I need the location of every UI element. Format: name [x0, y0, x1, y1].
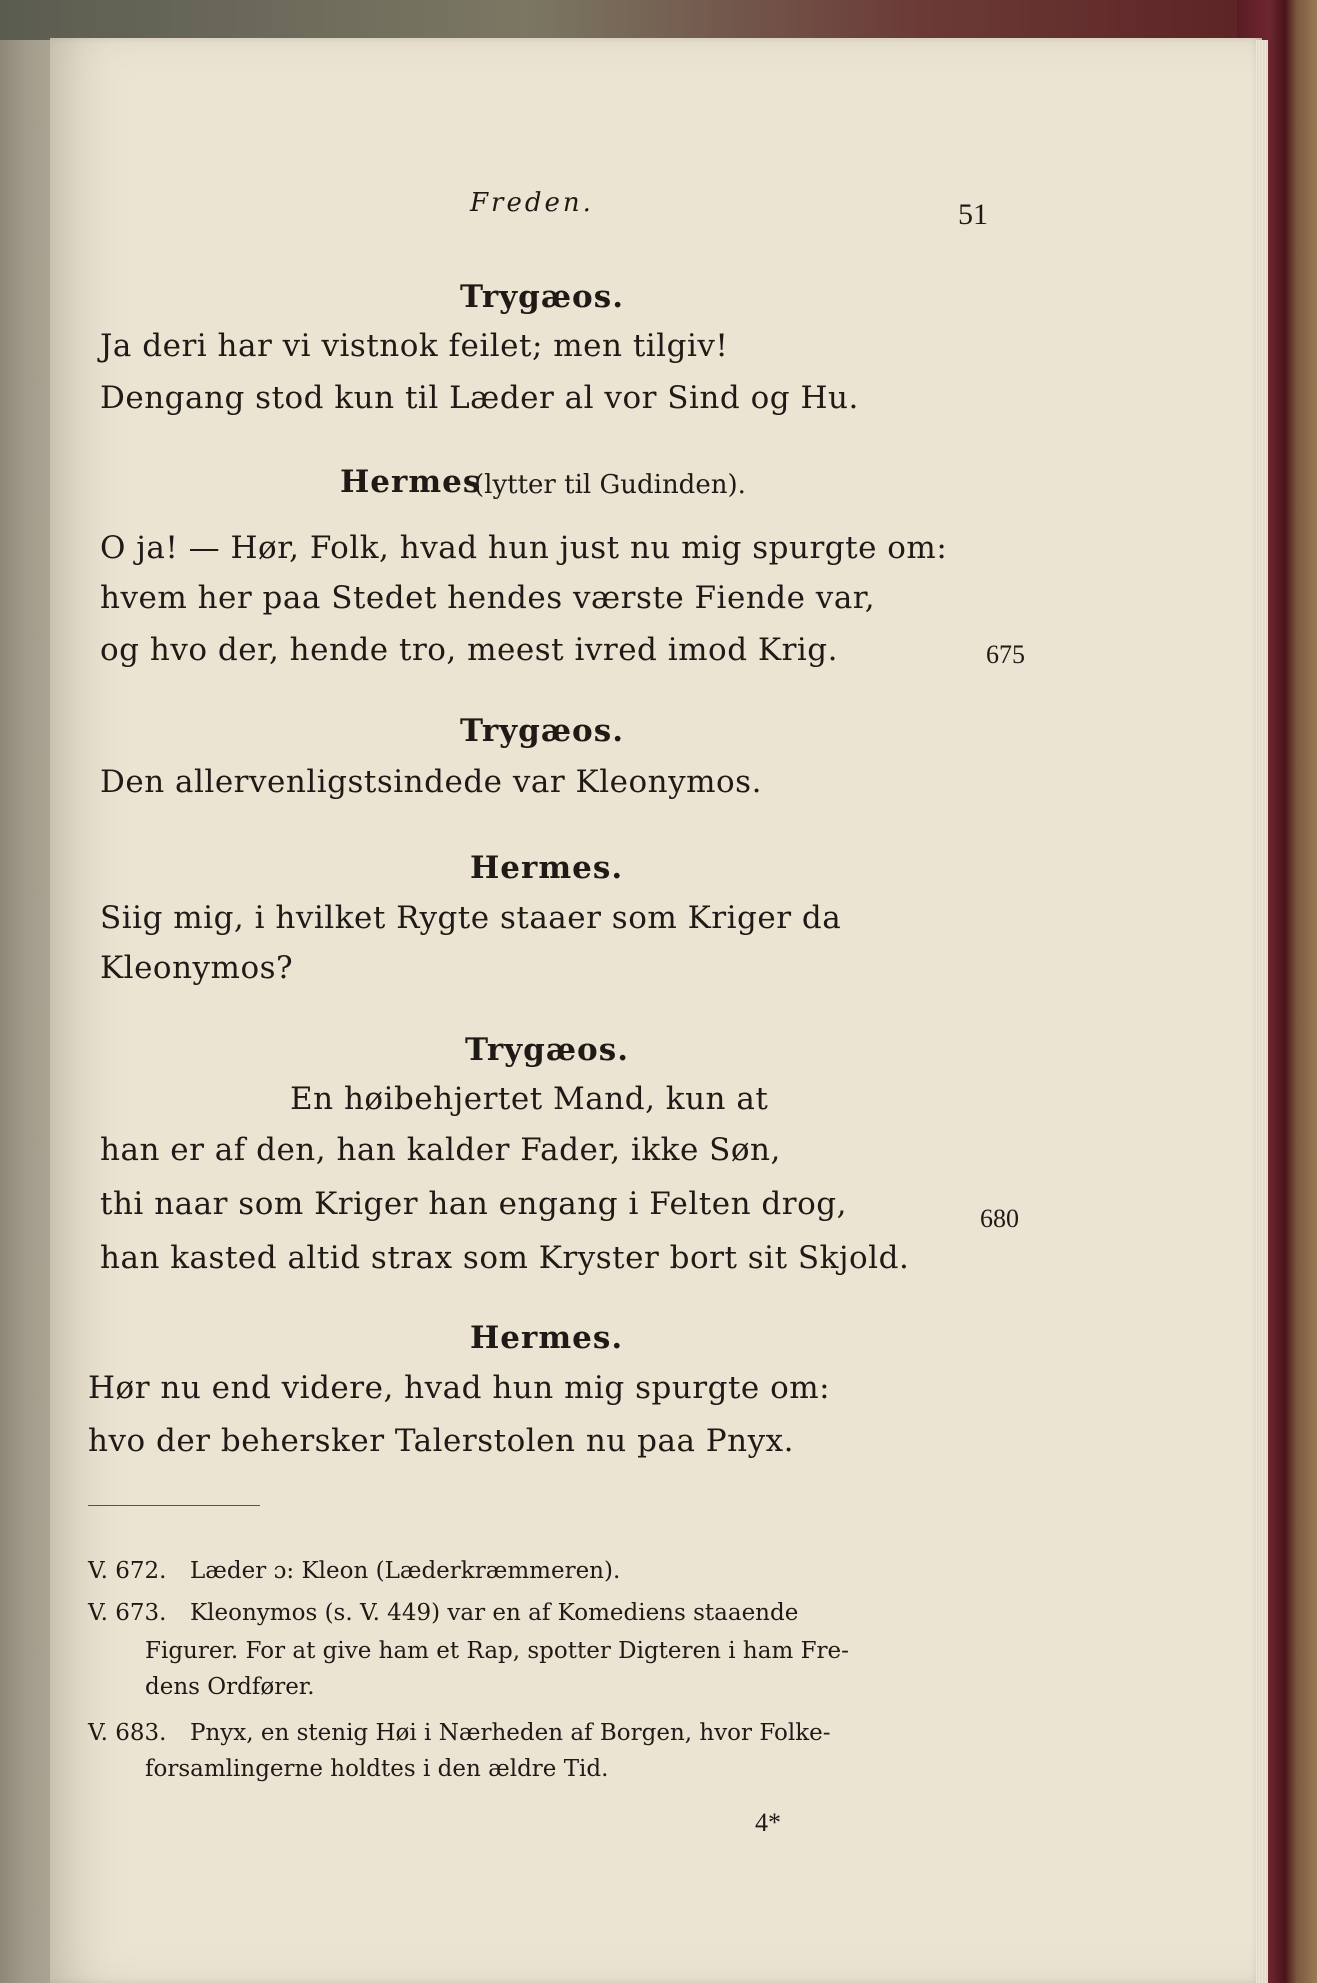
- verse-line: hvem her paa Stedet hendes værste Fiende var,: [100, 580, 876, 616]
- footnote-text: forsamlingerne holdtes i den ældre Tid.: [145, 1756, 609, 1782]
- speaker-name: Hermes: [340, 464, 482, 500]
- verse-line: han er af den, han kalder Fader, ikke Søn,: [100, 1132, 781, 1168]
- footnote-text: Kleonymos (s. V. 449) var en af Komediens staaende: [190, 1600, 799, 1626]
- footnote-text: Læder ɔ: Kleon (Læderkræmmeren).: [190, 1558, 621, 1584]
- footnote-text: dens Ordfører.: [145, 1674, 315, 1700]
- speaker-name: Trygæos.: [465, 1032, 629, 1068]
- footnote-text: Figurer. For at give ham et Rap, spotter Digteren i ham Fre-: [145, 1638, 849, 1664]
- page-number: 51: [958, 198, 988, 231]
- signature-mark: 4*: [755, 1808, 781, 1837]
- verse-line: O ja! — Hør, Folk, hvad hun just nu mig spurgte om:: [100, 530, 948, 566]
- running-title: Freden.: [470, 188, 594, 218]
- verse-line: Hør nu end videre, hvad hun mig spurgte om:: [88, 1370, 831, 1406]
- verse-line: og hvo der, hende tro, meest ivred imod Krig.: [100, 632, 838, 668]
- verse-line: hvo der behersker Talerstolen nu paa Pnyx.: [88, 1423, 794, 1459]
- speaker-name: Trygæos.: [460, 279, 624, 315]
- footnote-ref: V. 673.: [88, 1600, 167, 1626]
- verse-line: En høibehjertet Mand, kun at: [290, 1081, 769, 1117]
- footnote-ref: V. 672.: [88, 1558, 167, 1584]
- footnote-text: Pnyx, en stenig Høi i Nærheden af Borgen, hvor Folke-: [190, 1720, 831, 1746]
- line-number: 675: [986, 640, 1025, 669]
- verse-line: han kasted altid strax som Kryster bort sit Skjold.: [100, 1240, 910, 1276]
- speaker-name: Trygæos.: [460, 713, 624, 749]
- page-edge: [1256, 40, 1268, 1983]
- verse-line: Siig mig, i hvilket Rygte staaer som Kriger da: [100, 900, 842, 936]
- footnote-ref: V. 683.: [88, 1720, 167, 1746]
- stage-direction: (lytter til Gudinden).: [474, 470, 746, 500]
- top-edge: [0, 0, 1317, 40]
- verse-line: Den allervenligstsindede var Kleonymos.: [100, 764, 762, 800]
- verse-line: Kleonymos?: [100, 950, 294, 986]
- speaker-name: Hermes.: [470, 1320, 624, 1356]
- verse-line: thi naar som Kriger han engang i Felten drog,: [100, 1186, 847, 1222]
- footnote-rule: [88, 1505, 260, 1506]
- line-number: 680: [980, 1204, 1019, 1233]
- verse-line: Ja deri har vi vistnok feilet; men tilgiv!: [100, 328, 729, 364]
- speaker-name: Hermes.: [470, 850, 624, 886]
- verse-line: Dengang stod kun til Læder al vor Sind og Hu.: [100, 380, 859, 416]
